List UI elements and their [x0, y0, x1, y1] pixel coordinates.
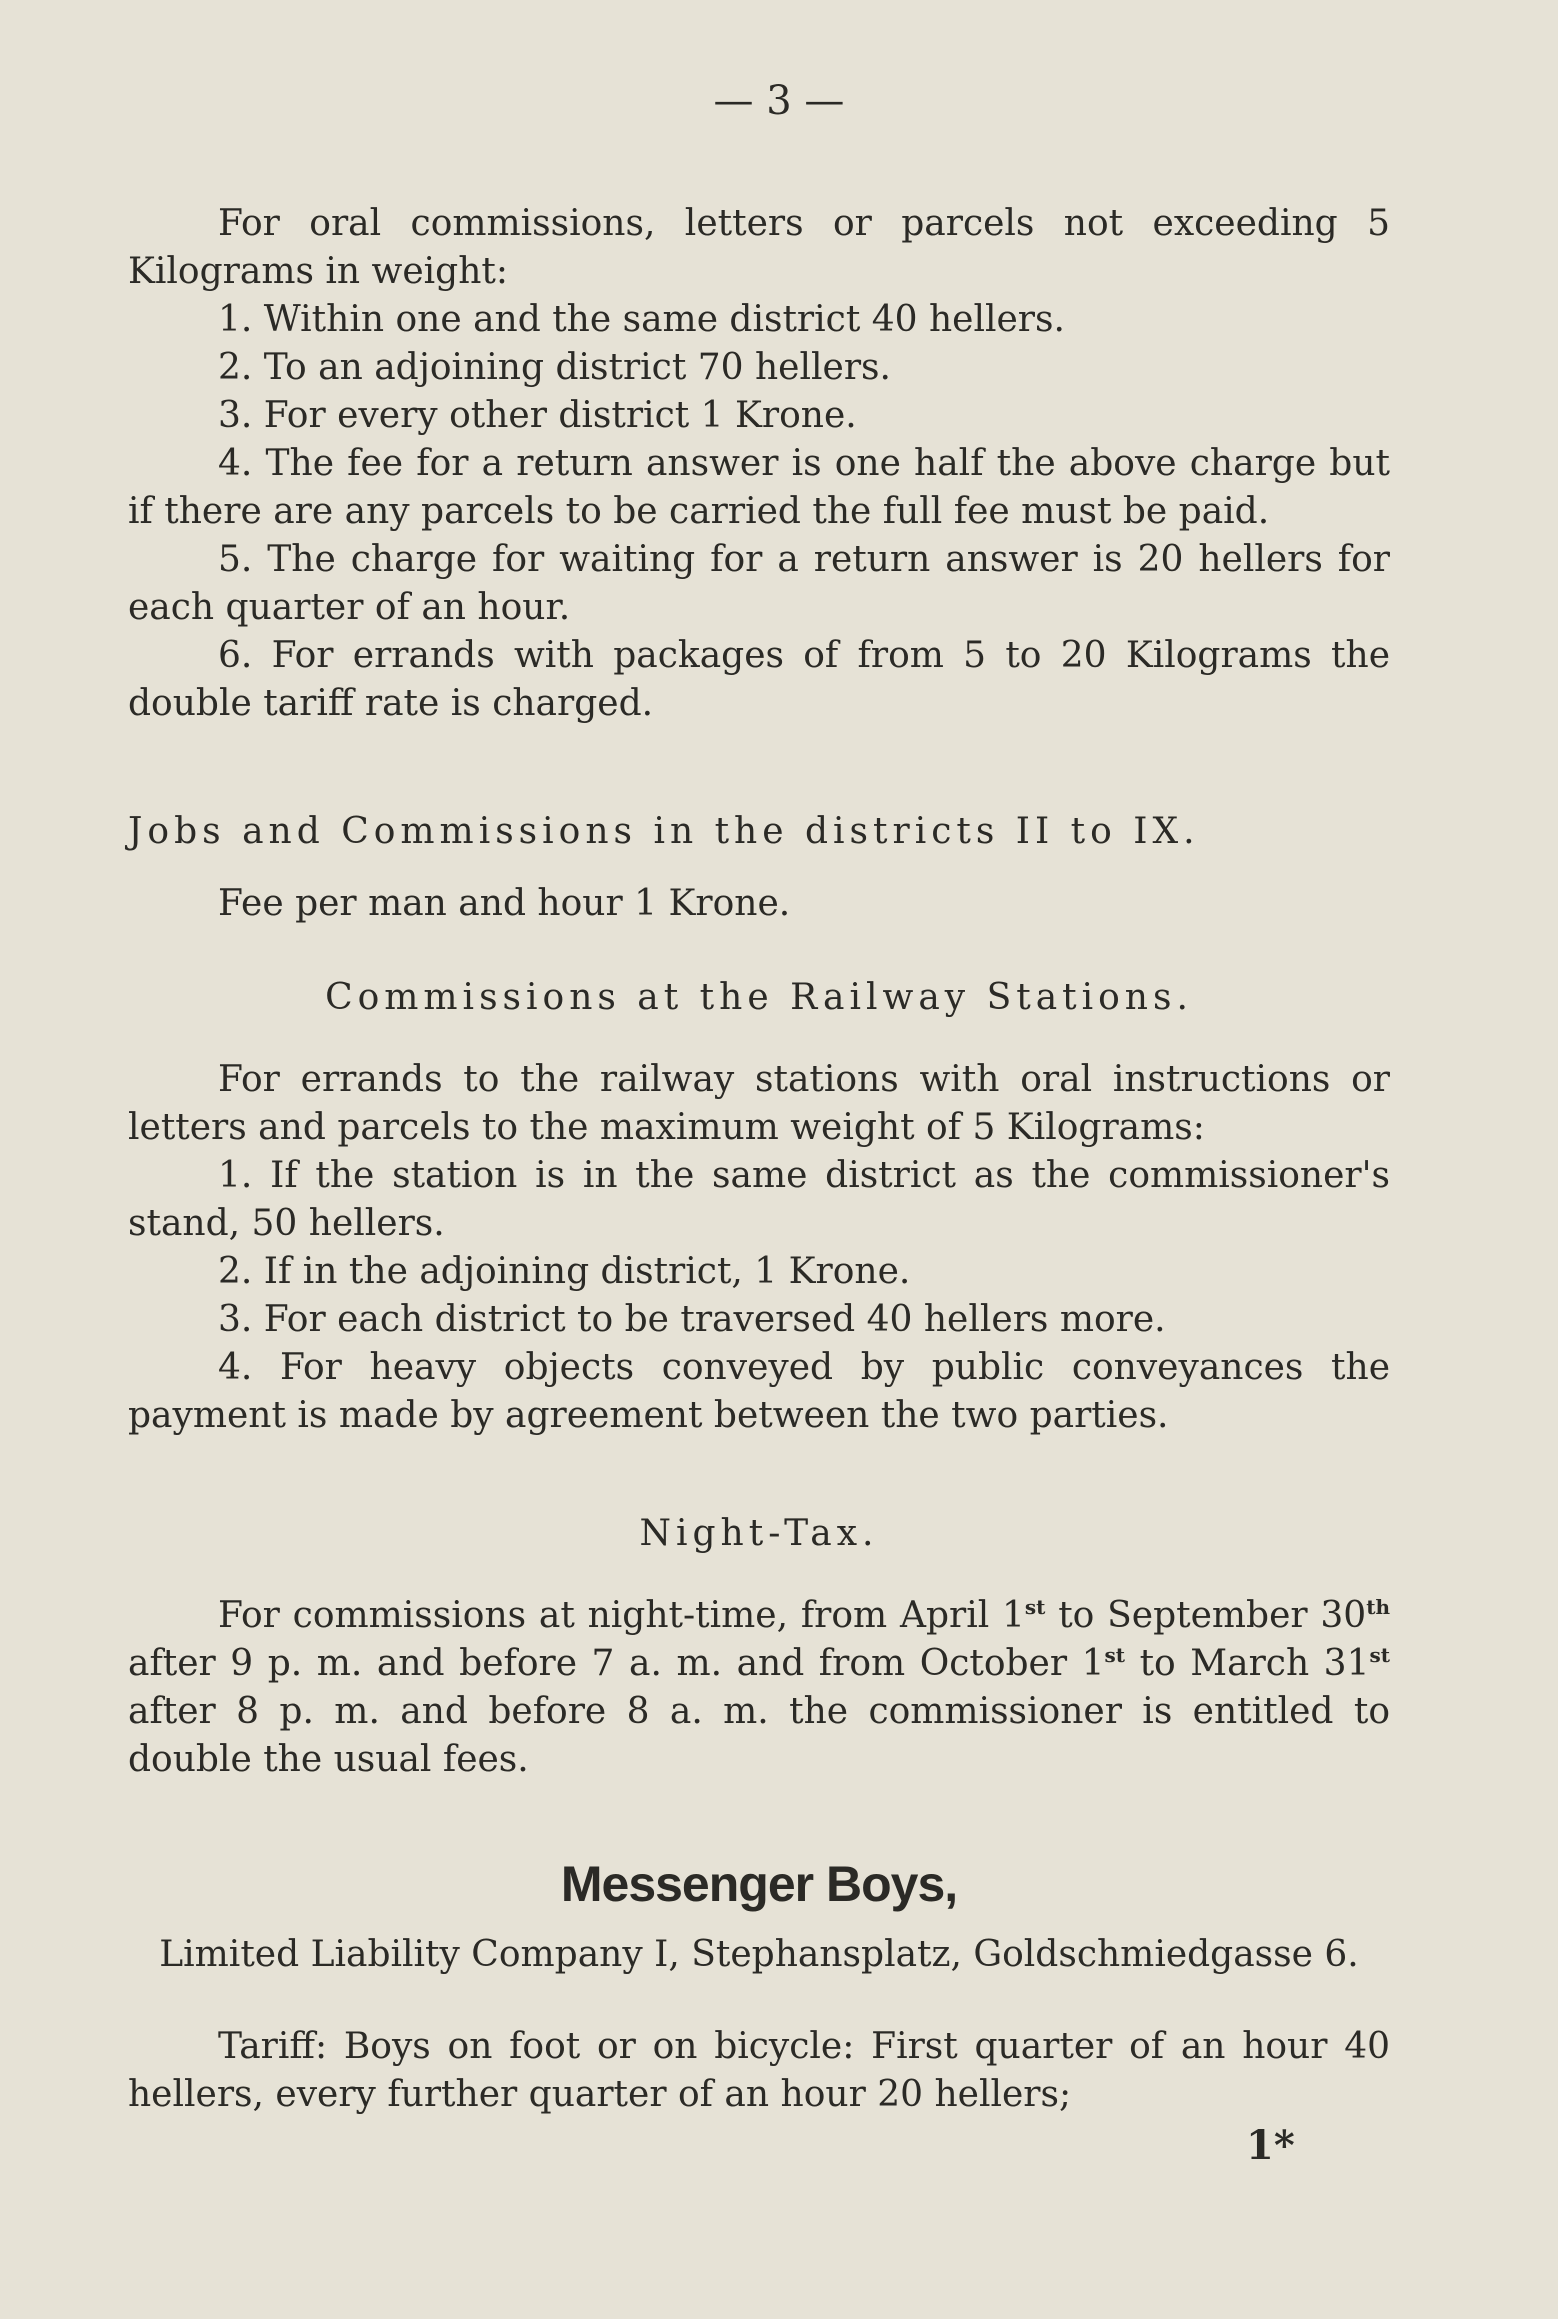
- messenger-heading: Messenger Boys,: [560, 1856, 958, 1912]
- railway-heading: Commissions at the Railway Stations.: [325, 977, 1193, 1018]
- ordinal-suffix: st: [1104, 1643, 1126, 1667]
- railway-item: 4. For heavy objects conveyed by public conveyances the payment is made by agreement between the two parties.: [128, 1347, 1390, 1436]
- night-tax-heading: Night-Tax.: [639, 1513, 879, 1554]
- night-text: to September 30: [1045, 1595, 1367, 1636]
- oral-commissions-section: [128, 200, 1390, 728]
- railway-intro: For errands to the railway stations with oral instructions or letters and parcels to the maximum weight of 5 Kilograms:: [128, 1059, 1390, 1148]
- night-text: after 8 p. m. and before 8 a. m. the commissioner is entitled to double the usual fees.: [128, 1691, 1390, 1780]
- night-text: to March 31: [1125, 1643, 1370, 1684]
- signature-mark: 1*: [1246, 2122, 1295, 2169]
- ordinal-suffix: th: [1366, 1595, 1390, 1619]
- jobs-section: [128, 808, 1390, 928]
- jobs-heading: Jobs and Commissions in the districts II to IX.: [128, 811, 1200, 852]
- messenger-address: Limited Liability Company I, Stephansplatz, Goldschmiedgasse 6.: [159, 1934, 1359, 1975]
- oral-intro: For oral commissions, letters or parcels not exceeding 5 Kilograms in weight:: [128, 203, 1390, 292]
- oral-item: 2. To an adjoining district 70 hellers.: [218, 347, 891, 388]
- railway-section: [128, 974, 1390, 1440]
- night-tax-text: [128, 1592, 1390, 1784]
- messenger-boys-section: [128, 1855, 1390, 2119]
- page-number: — 3 —: [713, 78, 845, 124]
- railway-item: 3. For each district to be traversed 40 hellers more.: [218, 1299, 1166, 1340]
- ordinal-suffix: st: [1369, 1643, 1390, 1667]
- messenger-tariff: Tariff: Boys on foot or on bicycle: First quarter of an hour 40 hellers, every further quarter of an hour 20 hellers;: [128, 2026, 1390, 2115]
- oral-item: 4. The fee for a return answer is one half the above charge but if there are any parcels to be carried the full fee must be paid.: [128, 443, 1390, 532]
- oral-item: 1. Within one and the same district 40 hellers.: [218, 299, 1065, 340]
- oral-item: 6. For errands with packages of from 5 to 20 Kilograms the double tariff rate is charged.: [128, 635, 1390, 724]
- railway-item: 2. If in the adjoining district, 1 Krone.: [218, 1251, 911, 1292]
- night-text: For commissions at night-time, from April 1: [218, 1595, 1025, 1636]
- oral-item: 5. The charge for waiting for a return answer is 20 hellers for each quarter of an hour.: [128, 539, 1390, 628]
- oral-item: 3. For every other district 1 Krone.: [218, 395, 857, 436]
- night-text: after 9 p. m. and before 7 a. m. and from October 1: [128, 1643, 1105, 1684]
- railway-item: 1. If the station is in the same district as the commissioner's stand, 50 hellers.: [128, 1155, 1390, 1244]
- night-tax-section: [128, 1510, 1390, 1784]
- ordinal-suffix: st: [1024, 1595, 1046, 1619]
- jobs-fee: Fee per man and hour 1 Krone.: [218, 883, 791, 924]
